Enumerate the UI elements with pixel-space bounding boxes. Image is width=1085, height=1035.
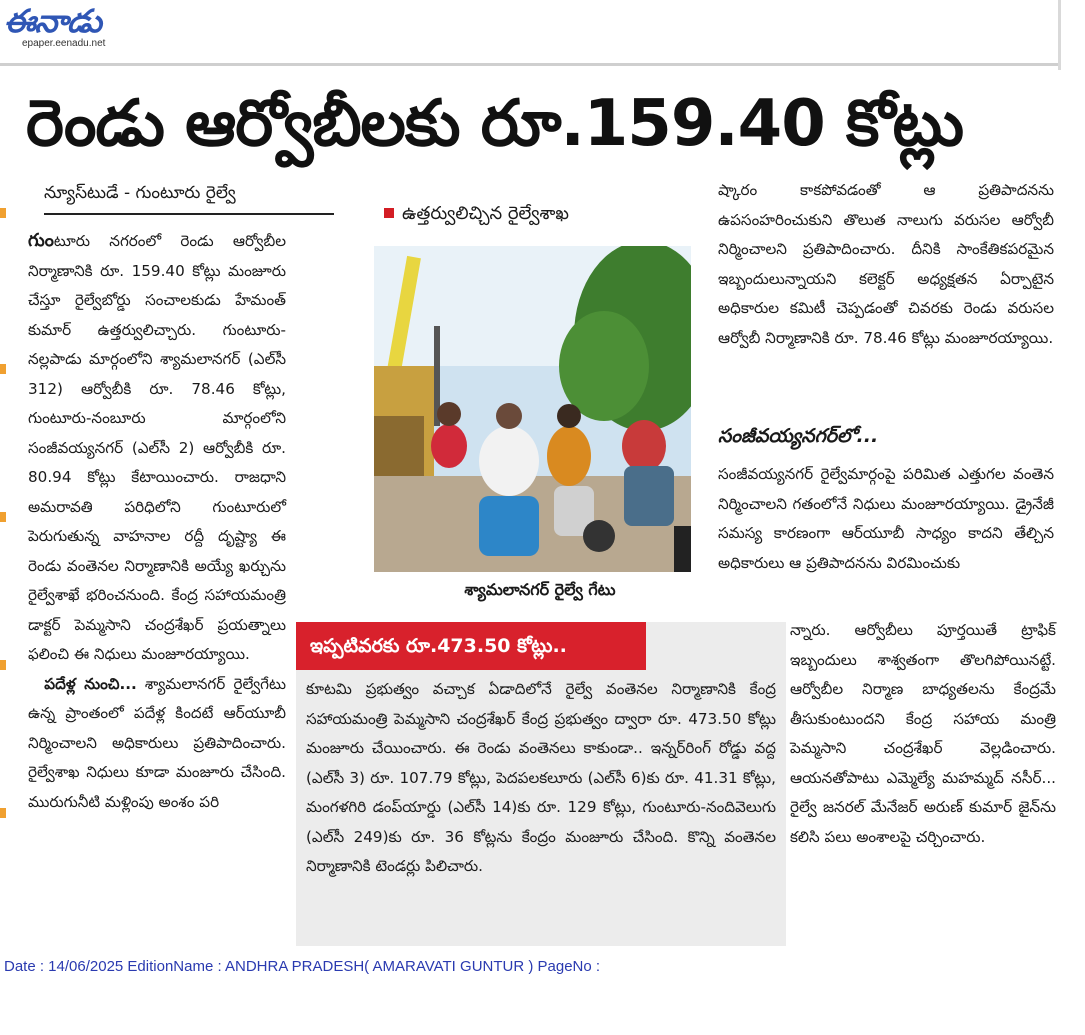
right-column-low: [790, 616, 1056, 852]
headline: రెండు ఆర్వోబీలకు రూ.159.40 కోట్లు: [26, 87, 964, 161]
left-para-1-text: టూరు నగరంలో రెండు ఆర్వోబీల నిర్మాణానికి రూ. 159.40 కోట్లు మంజూరు చేస్తూ రైల్వేబోర్డు సంచాలకుడు హేమంత్ కుమార్ ఉత్తర్వులిచ్చారు. గుంటూరు-నల్లపాడు మార్గంలోని శ్యామలానగర్ (ఎల్‌సీ 312) ఆర్వోబీకి రూ. 78.46 కోట్లు, గుంటూరు-నంబూరు మార్గంలోని సంజీవయ్యనగర్ (ఎల్‌సీ 2) ఆర్వోబీకి రూ. 80.94 కోట్లు కేటాయించారు. రాజధాని అమరావతి పరిధిలోని గుంటూరులో పెరుగుతున్న వాహనాల రద్దీ దృష్ట్యా ఈ రెండు వంతెనల నిర్మాణానికి అయ్యే ఖర్చును రైల్వేశాఖే భరించనుంది. కేంద్ర సహాయమంత్రి డాక్టర్ పెమ్మసాని చంద్రశేఖర్ ప్రయత్నాలు ఫలించి ఈ నిధులు మంజూరయ్యాయి.: [28, 232, 286, 663]
margin-marker: [0, 364, 6, 374]
dropcap: గుం: [28, 230, 54, 251]
left-para-2: [28, 670, 286, 818]
square-bullet-icon: [384, 208, 394, 218]
photo-subhead-text: ఉత్తర్వులిచ్చిన రైల్వేశాఖ: [402, 203, 570, 224]
railway-gate-photo: [374, 246, 691, 572]
right-para-3: న్నారు. ఆర్వోబీలు పూర్తయితే ట్రాఫిక్ ఇబ్బందులు శాశ్వతంగా తొలగిపోయినట్టే. ఆర్వోబీల నిర్మాణ బాధ్యతలను కేంద్రమే తీసుకుంటుందని కేంద్ర సహాయ మంత్రి పెమ్మసాని చంద్రశేఖర్ వెల్లడించారు. ఆయనతోపాటు ఎమ్మెల్యే మహమ్మద్ నసీర్... రైల్వే జనరల్ మేనేజర్ అరుణ్ కుమార్ జైన్‌ను కలిసి పలు అంశాలపై చర్చించారు.: [790, 621, 1056, 846]
logo-text: ఈనాడు: [4, 2, 101, 40]
right-column-top: [718, 176, 1054, 353]
left-para-2-text: శ్యామలానగర్ రైల్వేగేటు ఉన్న ప్రాంతంలో పదేళ్ల కిందటే ఆర్‌యూబీ నిర్మించాలని అధికారులు ప్రతిపాదించారు. రైల్వేశాఖ నిధులు కూడా మంజూరు చేసింది. మురుగునీటి మళ్లింపు అంశం పరి: [28, 674, 287, 811]
byline: న్యూస్‌టుడే - గుంటూరు రైల్వే: [44, 183, 334, 215]
margin-marker: [0, 208, 6, 218]
masthead-divider: [0, 63, 1058, 66]
box-title: ఇప్పటివరకు రూ.473.50 కోట్లు..: [296, 622, 646, 670]
edition-footer: Date : 14/06/2025 EditionName : ANDHRA PRADESH( AMARAVATI GUNTUR ) PageNo :: [4, 958, 601, 975]
right-column-mid: [718, 460, 1054, 578]
section-heading: సంజీవయ్యనగర్‌లో...: [718, 425, 879, 447]
box-para: కూటమి ప్రభుత్వం వచ్చాక ఏడాదిలోనే రైల్వే వంతెనల నిర్మాణానికి కేంద్ర సహాయమంత్రి పెమ్మసాని చంద్రశేఖర్ కేంద్ర ప్రభుత్వం ద్వారా రూ. 473.50 కోట్లు మంజూరు చేయించారు. ఈ రెండు వంతెనలు కాకుండా.. ఇన్నర్‌రింగ్ రోడ్డు వద్ద (ఎల్‌సీ 3) రూ. 107.79 కోట్లు, పెదపలకలూరు (ఎల్‌సీ 6)కు రూ. 41.31 కోట్లు, మంగళగిరి డంప్‌యార్డు (ఎల్‌సీ 14)కు రూ. 129 కోట్లు, గుంటూరు-నందివెలుగు (ఎల్‌సీ 249)కు రూ. 36 కోట్లను కేంద్రం మంజూరు చేసింది. కొన్ని వంతెనల నిర్మాణానికి టెండర్లు పిలిచారు.: [306, 680, 776, 875]
page-edge: [1058, 0, 1061, 70]
photo-caption: శ్యామలానగర్ రైల్వే గేటు: [464, 580, 616, 599]
photo-subhead: [376, 186, 692, 242]
margin-marker: [0, 512, 6, 522]
eenadu-logo[interactable]: [2, 2, 142, 50]
margin-marker: [0, 808, 6, 818]
sub-label: పదేళ్ల నుంచి...: [44, 674, 137, 693]
left-para-1: [28, 226, 286, 670]
right-para-2: సంజీవయ్యనగర్ రైల్వేమార్గంపై పరిమిత ఎత్తుగల వంతెన నిర్మించాలని గతంలోనే నిధులు మంజూరయ్యాయి. డ్రైనేజీ సమస్య కారణంగా ఆర్‌యూబీ సాధ్యం కాదని తేల్చిన అధికారులు ఆ ప్రతిపాదనను విరమించుకు: [718, 465, 1054, 572]
margin-marker: [0, 660, 6, 670]
right-para-1: ష్కారం కాకపోవడంతో ఆ ప్రతిపాదనను ఉపసంహరించుకుని తొలుత నాలుగు వరుసల ఆర్వోబీ నిర్మించాలని ప్రతిపాదించారు. దీనికి సాంకేతికపరమైన ఇబ్బందులున్నాయని కలెక్టర్ అధ్యక్షతన ఏర్పాటైన అధికారుల కమిటీ చెప్పడంతో చివరకు రెండు వరుసల ఆర్వోబీ నిర్మాణానికి రూ. 78.46 కోట్లు మంజూరయ్యాయి.: [718, 181, 1054, 347]
box-body: [306, 675, 776, 882]
left-column: [28, 226, 286, 817]
site-url: epaper.eenadu.net: [22, 38, 106, 49]
news-photo: [374, 246, 691, 572]
